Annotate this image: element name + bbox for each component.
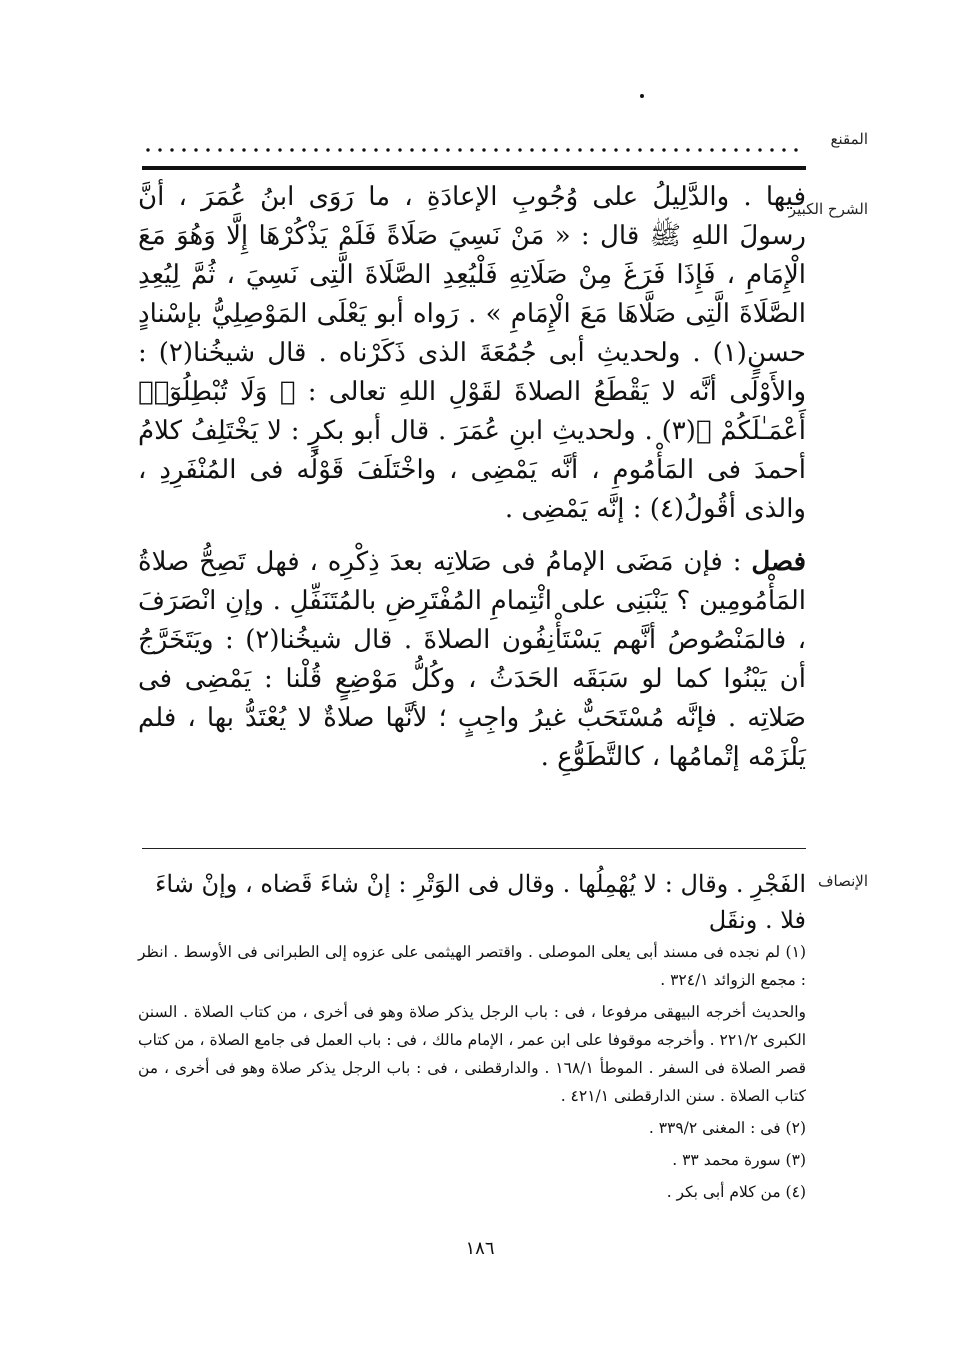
main-text-block xyxy=(138,178,806,777)
main-paragraph-1: فيها . والدَّلِيلُ على وُجُوبِ الإعادَةِ ، ما رَوَى ابنُ عُمَرَ ، أنَّ رسولَ اللهِ ﷺ قال : « مَنْ نَسِيَ صَلَاةً فَلَمْ يَذْكُرْهَا إِلَّا وَهُوَ مَعَ الْإِمَامِ ، فَإِذَا فَرَغَ مِنْ صَلَاتِهِ فَلْيُعِدِ الصَّلَاةَ الَّتِى نَسِيَ ، ثُمَّ لِيُعِدِ الصَّلَاةَ الَّتِى صَلَّاهَا مَعَ الْإِمَامِ » . رَواه أبو يَعْلَى المَوْصِلِيُّ بإسْنادٍ حسنٍ(١) . ولحديثِ أبى جُمُعَةَ الذى ذَكَرْناه . قال شيخُنا(٢) : والأَوْلَى أنَّه لا يَقْطَعُ الصلاةَ لقَوْلِ اللهِ تعالى : ﴿ وَلَا تُبْطِلُوٓا۟ أَعْمَـٰلَكُمْ ﴾(٣) . ولحديثِ ابنِ عُمَرَ . قال أبو بكرٍ : لا يَخْتَلِفُ كلامُ أحمدَ فى المَأْمُومِ ، أنَّه يَمْضِى ، واخْتَلَفَ قَوْلُه فى المُنْفَرِدِ ، والذى أقُولُ(٤) : إنَّه يَمْضِى . xyxy=(138,182,807,524)
footnote-item: (١) لم نجده فى مسند أبى يعلى الموصلى . واقتصر الهيثمى على عزوه إلى الطبرانى فى الأوسط . انظر : مجمع الزوائد ٣٢٤/١ . xyxy=(138,943,806,989)
fasl-heading: فصل xyxy=(751,547,806,577)
insaf-label: الإنصاف xyxy=(817,872,868,890)
insaf-separator xyxy=(142,848,806,849)
footnote-item: (٤) من كلام أبى بكر . xyxy=(666,1183,806,1201)
main-paragraph-2 xyxy=(138,543,806,777)
page-number: ١٨٦ xyxy=(465,1238,495,1259)
ink-speck xyxy=(640,94,644,98)
header-rule xyxy=(142,166,806,170)
sharh-label: الشرح الكبير xyxy=(788,200,868,218)
header-book-label: المقنع xyxy=(830,130,868,148)
fasl-body: : فإن مَضَى الإمامُ فى صَلاتِه بعدَ ذِكْرِه ، فهل تَصِحُّ صلاةُ المَأْمُومِين ؟ يَنْبَنِى على ائْتِمامِ المُفْتَرِضِ بالمُتَنَفِّلِ . وإنِ انْصَرَفَ ، فالمَنْصُوصُ أنَّهم يَسْتَأْنِفُون الصلاةَ . قال شيخُنا(٢) : ويَتَخَرَّجُ أن يَبْنُوا كما لو سَبَقَه الحَدَثُ ، وكُلُّ مَوْضِعٍ قُلْنا : يَمْضِى فى صَلاتِه . فإنَّه مُسْتَحَبٌّ غيرُ واجِبٍ ؛ لأنَّها صلاةٌ لا يُعْتَدُّ بها ، فلم يَلْزَمْه إتْمامُها ، كالتَّطَوُّعِ . xyxy=(138,547,807,772)
footnote-item: والحديث أخرجه البيهقى مرفوعا ، فى : باب الرجل يذكر صلاة وهو فى أخرى ، من كتاب الصلاة . السنن الكبرى ٢٢١/٢ . وأخرجه موقوفا على ابن عمر ، الإمام مالك ، فى : باب العمل فى جامع الصلاة ، من كتاب قصر الصلاة فى السفر . الموطأ ١٦٨/١ . والدارقطنى ، فى : باب الرجل يذكر صلاة وهو فى أخرى ، من كتاب الصلاة . سنن الدارقطنى ٤٢١/١ . xyxy=(138,1003,807,1105)
footnote-item: (٢) فى : المغنى ٣٣٩/٢ . xyxy=(648,1119,806,1137)
dotted-separator xyxy=(142,146,804,154)
footnote-item: (٣) سورة محمد ٣٣ . xyxy=(672,1151,806,1169)
footnotes xyxy=(138,938,806,1210)
insaf-text: الفَجْرِ . وقال : لا يُهْمِلُها . وقال فى الوَتْرِ : إنْ شاءَ قَضاه ، وإنْ شاءَ فلا . ونقَل xyxy=(155,870,806,934)
